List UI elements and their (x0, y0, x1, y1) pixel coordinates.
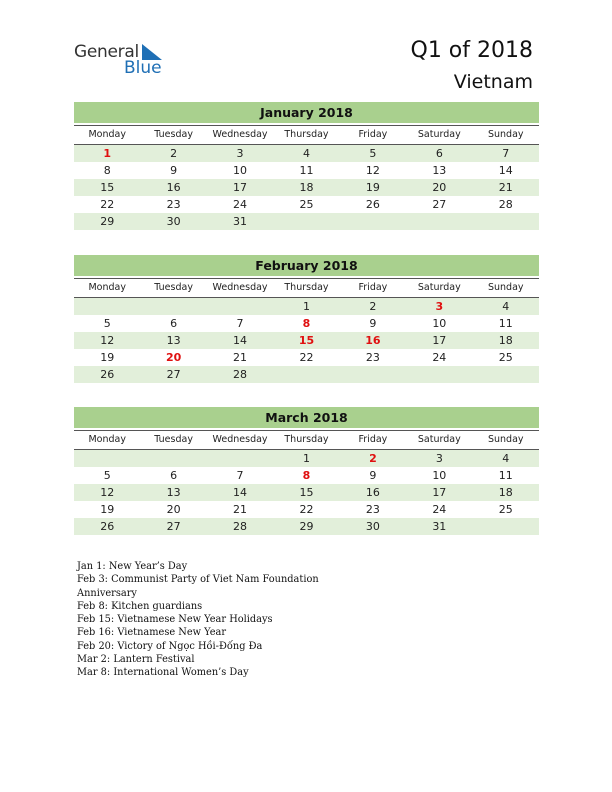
date-cell: 25 (498, 503, 513, 516)
date-cell: 8 (103, 164, 111, 177)
date-cell (207, 298, 273, 315)
holiday-note: Feb 15: Vietnamese New Year Holidays (77, 614, 273, 626)
date-cell: 18 (498, 486, 513, 499)
week-row (74, 179, 539, 196)
logo-blue-text: Blue (124, 58, 162, 78)
date-cell: 7 (502, 147, 510, 160)
date-cell: 18 (498, 334, 513, 347)
weekday-label: Tuesday (154, 282, 193, 293)
date-cell: 23 (166, 198, 181, 211)
date-cell: 24 (432, 503, 447, 516)
weekday-label: Thursday (284, 129, 329, 140)
week-row (74, 298, 539, 315)
date-cell: 9 (369, 317, 377, 330)
holiday-note: Anniversary (77, 587, 137, 599)
date-cell (406, 366, 472, 383)
date-cell: 26 (100, 520, 115, 533)
date-cell: 18 (299, 181, 314, 194)
date-cell: 17 (233, 181, 248, 194)
holiday-date-cell: 8 (302, 469, 311, 482)
weekday-label: Sunday (487, 129, 524, 140)
date-cell: 5 (103, 469, 111, 482)
date-cell: 20 (432, 181, 447, 194)
date-cell: 5 (369, 147, 377, 160)
date-cell: 28 (233, 520, 248, 533)
month-calendar (74, 255, 539, 383)
date-cell (140, 450, 206, 467)
weekday-label: Wednesday (212, 129, 268, 140)
week-row (74, 213, 539, 230)
date-cell: 28 (498, 198, 513, 211)
date-cell: 10 (432, 317, 447, 330)
date-cell (74, 450, 140, 467)
date-cell: 4 (502, 300, 510, 313)
week-row (74, 501, 539, 518)
holiday-note: Mar 2: Lantern Festival (77, 654, 195, 666)
holiday-date-cell: 20 (165, 351, 182, 364)
weekday-header-row (74, 125, 539, 145)
date-cell: 24 (432, 351, 447, 364)
week-row (74, 349, 539, 366)
weekday-label: Saturday (417, 434, 461, 445)
month-calendar (74, 102, 539, 230)
week-row (74, 484, 539, 501)
holiday-date-cell: 8 (302, 317, 311, 330)
holiday-note: Mar 8: International Women’s Day (77, 667, 249, 679)
date-cell: 12 (100, 334, 115, 347)
date-cell: 21 (233, 351, 248, 364)
logo (74, 42, 174, 78)
weekday-label: Thursday (284, 434, 329, 445)
weekday-label: Sunday (487, 282, 524, 293)
weekday-header-row (74, 278, 539, 298)
date-cell: 23 (365, 503, 380, 516)
date-cell: 13 (166, 486, 181, 499)
weekday-label: Tuesday (154, 129, 193, 140)
week-row (74, 332, 539, 349)
date-cell: 12 (365, 164, 380, 177)
date-cell: 7 (236, 469, 244, 482)
week-row (74, 196, 539, 213)
date-cell: 13 (166, 334, 181, 347)
week-row (74, 450, 539, 467)
month-calendar (74, 407, 539, 535)
date-cell: 9 (170, 164, 178, 177)
weekday-label: Sunday (487, 434, 524, 445)
date-cell: 27 (166, 520, 181, 533)
holiday-date-cell: 15 (298, 334, 315, 347)
date-cell: 6 (170, 317, 178, 330)
holiday-note: Feb 8: Kitchen guardians (77, 600, 203, 612)
country-name: Vietnam (453, 71, 533, 93)
date-cell: 26 (100, 368, 115, 381)
date-cell: 14 (233, 334, 248, 347)
date-cell: 29 (299, 520, 314, 533)
week-row (74, 145, 539, 162)
month-title: February 2018 (74, 255, 539, 276)
date-cell: 5 (103, 317, 111, 330)
date-cell: 1 (302, 300, 310, 313)
date-cell (140, 298, 206, 315)
date-cell: 3 (236, 147, 244, 160)
date-cell (473, 366, 539, 383)
date-cell: 12 (100, 486, 115, 499)
holiday-date-cell: 16 (365, 334, 381, 347)
date-cell: 16 (365, 486, 380, 499)
date-cell: 3 (435, 452, 443, 465)
month-title: March 2018 (74, 407, 539, 428)
weekday-label: Monday (88, 282, 126, 293)
date-cell: 10 (233, 164, 248, 177)
date-cell: 17 (432, 486, 447, 499)
date-cell (473, 213, 539, 230)
date-cell: 31 (233, 215, 248, 228)
date-cell: 2 (369, 300, 377, 313)
date-cell (340, 213, 406, 230)
holiday-date-cell: 2 (369, 452, 377, 465)
week-row (74, 162, 539, 179)
holiday-note: Jan 1: New Year’s Day (77, 561, 188, 572)
date-cell: 14 (233, 486, 248, 499)
date-cell: 29 (100, 215, 115, 228)
date-cell: 9 (369, 469, 377, 482)
weekday-label: Thursday (284, 282, 329, 293)
weekday-label: Friday (358, 282, 388, 293)
week-row (74, 518, 539, 535)
date-cell: 21 (233, 503, 248, 516)
weekday-label: Tuesday (154, 434, 193, 445)
date-cell: 11 (498, 317, 513, 330)
weekday-label: Monday (88, 129, 126, 140)
date-cell: 25 (299, 198, 314, 211)
date-cell: 11 (299, 164, 314, 177)
date-cell: 14 (498, 164, 513, 177)
date-cell: 28 (233, 368, 248, 381)
date-cell: 1 (302, 452, 310, 465)
holiday-date-cell: 1 (103, 147, 112, 160)
date-cell: 6 (435, 147, 443, 160)
weekday-label: Saturday (417, 282, 461, 293)
date-cell: 15 (100, 181, 115, 194)
date-cell (273, 213, 339, 230)
holiday-note: Feb 3: Communist Party of Viet Nam Foundation (77, 574, 319, 586)
weekday-label: Monday (88, 434, 126, 445)
date-cell: 19 (365, 181, 380, 194)
logo-general-text: General (74, 42, 139, 62)
date-cell (273, 366, 339, 383)
holiday-note: Feb 16: Vietnamese New Year (77, 627, 227, 639)
date-cell: 19 (100, 503, 115, 516)
date-cell: 22 (299, 351, 314, 364)
weekday-label: Wednesday (212, 282, 268, 293)
page-title: Q1 of 2018 (410, 38, 533, 63)
week-row (74, 366, 539, 383)
date-cell: 15 (299, 486, 314, 499)
date-cell (473, 518, 539, 535)
date-cell: 22 (299, 503, 314, 516)
weekday-label: Friday (358, 434, 388, 445)
date-cell: 23 (365, 351, 380, 364)
date-cell: 21 (498, 181, 513, 194)
date-cell: 10 (432, 469, 447, 482)
date-cell: 4 (302, 147, 310, 160)
date-cell: 16 (166, 181, 181, 194)
holiday-date-cell: 3 (435, 300, 444, 313)
date-cell: 2 (170, 147, 178, 160)
date-cell (340, 366, 406, 383)
holiday-notes (77, 560, 319, 680)
month-title: January 2018 (74, 102, 539, 123)
date-cell: 31 (432, 520, 447, 533)
weekday-label: Wednesday (212, 434, 268, 445)
date-cell: 27 (166, 368, 181, 381)
week-row (74, 467, 539, 484)
date-cell: 24 (233, 198, 248, 211)
date-cell: 30 (166, 215, 181, 228)
date-cell: 6 (170, 469, 178, 482)
date-cell: 7 (236, 317, 244, 330)
date-cell: 20 (166, 503, 181, 516)
weekday-label: Friday (358, 129, 388, 140)
date-cell (74, 298, 140, 315)
date-cell: 11 (498, 469, 513, 482)
date-cell: 30 (365, 520, 380, 533)
date-cell: 27 (432, 198, 447, 211)
date-cell: 26 (365, 198, 380, 211)
week-row (74, 315, 539, 332)
date-cell: 19 (100, 351, 115, 364)
weekday-header-row (74, 430, 539, 450)
holiday-note: Feb 20: Victory of Ngọc Hồi-Đống Đa (77, 640, 263, 652)
weekday-label: Saturday (417, 129, 461, 140)
date-cell: 17 (432, 334, 447, 347)
date-cell: 22 (100, 198, 115, 211)
date-cell (406, 213, 472, 230)
date-cell (207, 450, 273, 467)
date-cell: 25 (498, 351, 513, 364)
date-cell: 4 (502, 452, 510, 465)
date-cell: 13 (432, 164, 447, 177)
